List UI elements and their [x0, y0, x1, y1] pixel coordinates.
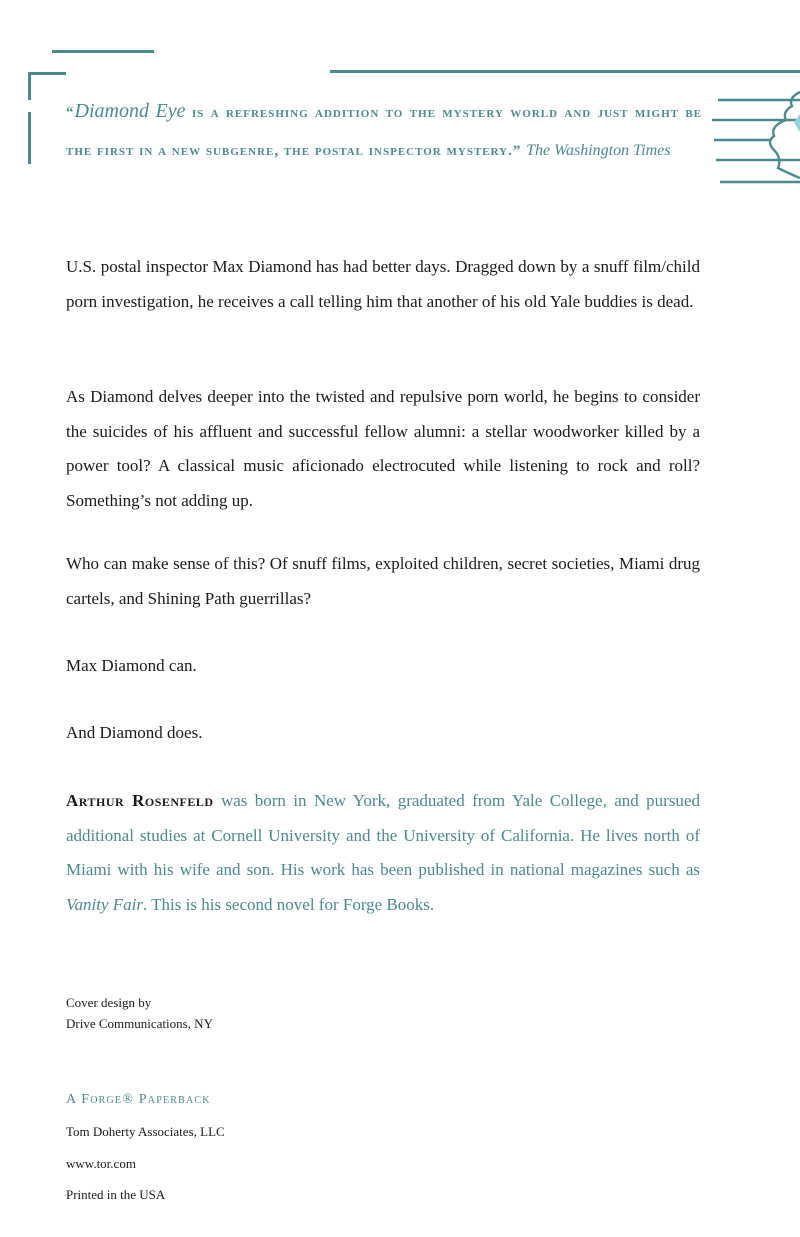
bio-text-b: . This is his second novel for Forge Books. [142, 894, 435, 914]
credits-line-2: Drive Communications, NY [66, 1016, 213, 1031]
publisher-brand: A Forge® Paperback [66, 1092, 211, 1107]
publisher-website: www.tor.com [66, 1156, 136, 1171]
quote-text: is a refreshing addition to the mystery world and just might be the first in a new subgenre, the postal inspector mystery. [66, 105, 702, 159]
close-quote-mark: ” [512, 143, 522, 159]
top-right-long-rule [330, 70, 800, 73]
quoted-book-title: Diamond Eye [74, 100, 186, 122]
publisher-company: Tom Doherty Associates, LLC [66, 1124, 225, 1139]
frame-corner-left [28, 72, 31, 100]
top-left-short-rule [52, 50, 154, 53]
postage-stamp-icon [712, 84, 800, 194]
author-name: Arthur Rosenfeld [66, 791, 214, 810]
magazine-title: Vanity Fair [66, 894, 143, 914]
synopsis-paragraph-2: As Diamond delves deeper into the twisted and repulsive porn world, he begins to consider the suicides of his affluent and successful fellow alumni: a stellar woodworker killed by a power tool? A classical music aficionado electrocuted while listening to rock and roll? Something’s not adding up. [66, 387, 700, 510]
quote-source: The Washington Times [526, 142, 671, 159]
synopsis-paragraph-1: U.S. postal inspector Max Diamond has had better days. Dragged down by a snuff film/child porn investigation, he receives a call telling him that another of his old Yale buddies is dead. [66, 257, 700, 311]
open-quote-mark: “ [66, 105, 75, 121]
printed-in: Printed in the USA [66, 1187, 166, 1202]
synopsis-paragraph-4: Max Diamond can. [66, 656, 197, 675]
synopsis-paragraph-3: Who can make sense of this? Of snuff films, exploited children, secret societies, Miami drug cartels, and Shining Path guerrillas? [66, 554, 700, 608]
author-bio [66, 784, 700, 922]
credits-line-1: Cover design by [66, 995, 152, 1010]
frame-corner-top [28, 72, 66, 75]
review-quote [66, 92, 702, 170]
bio-text-a: was born in New York, graduated from Yale College, and pursued additional studies at Cornell University and the University of California. He lives north of Miami with his wife and son. His work has been published in national magazines such as [66, 791, 700, 879]
synopsis-paragraph-5: And Diamond does. [66, 723, 203, 742]
cover-credits [66, 992, 213, 1034]
frame-left-tick [28, 112, 31, 164]
